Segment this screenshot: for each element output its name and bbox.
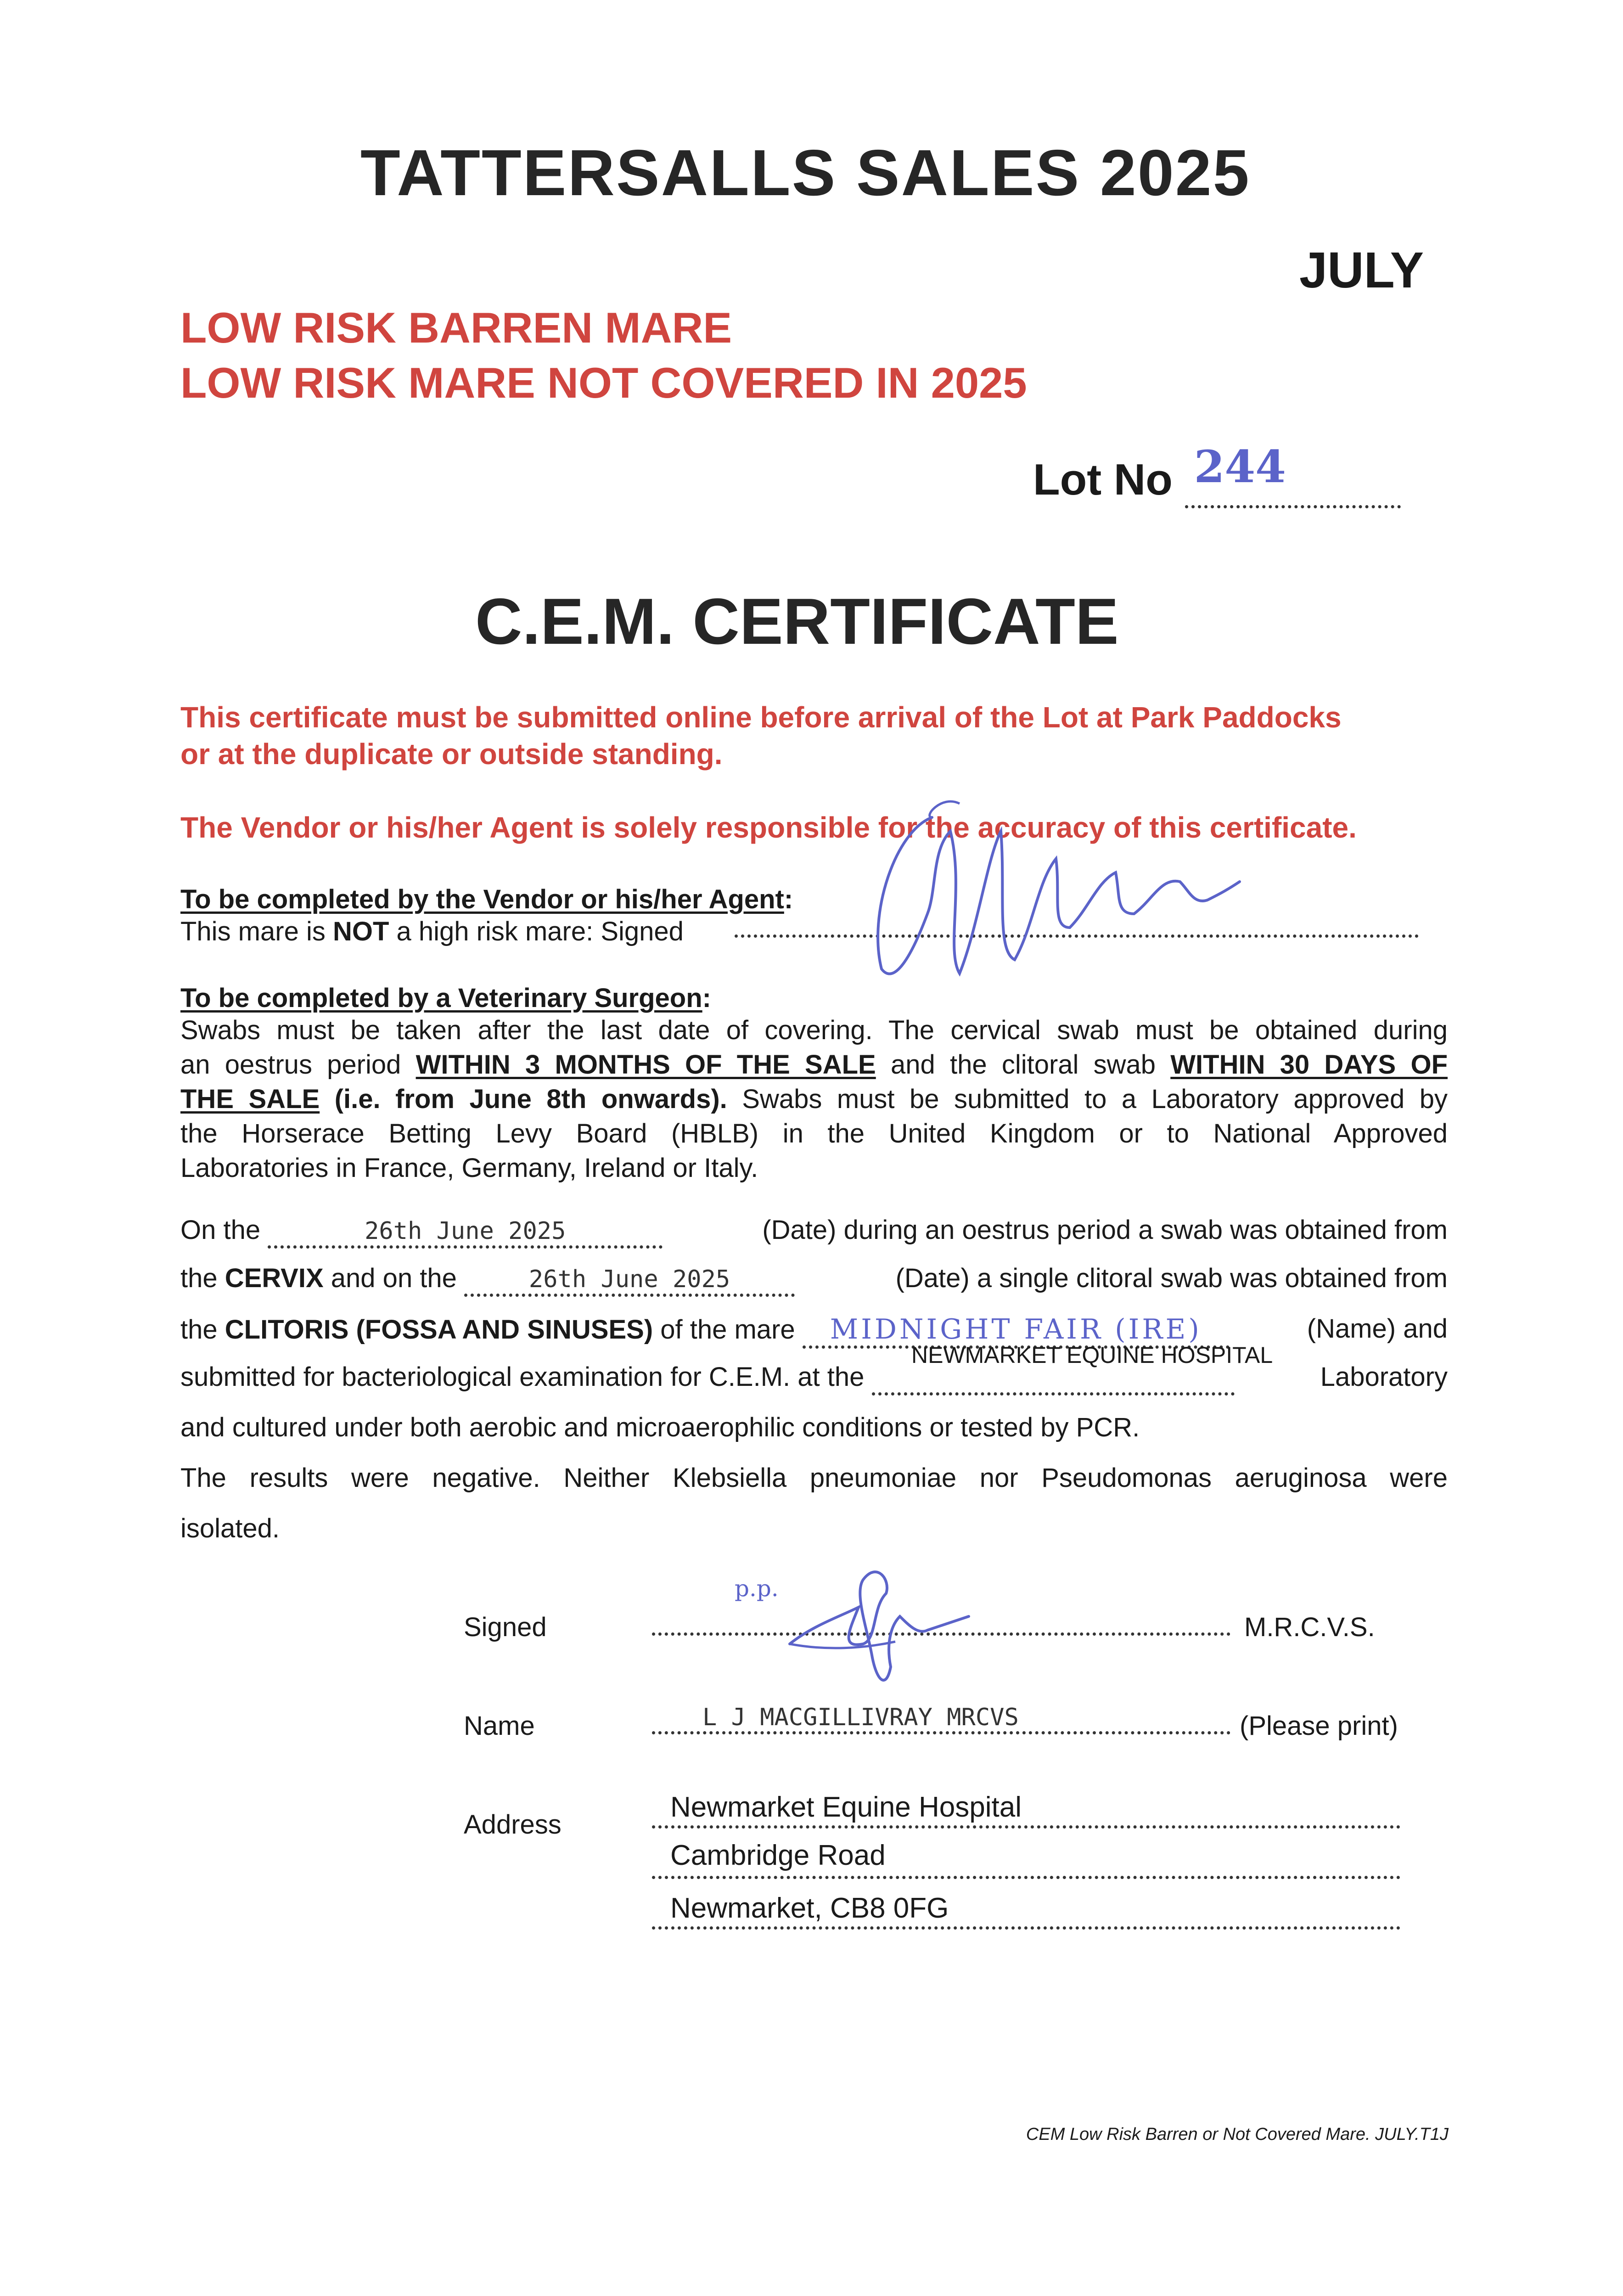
address-label: Address — [464, 1810, 562, 1840]
address-line-1-dots — [652, 1825, 1400, 1829]
please-print-note: (Please print) — [1240, 1711, 1398, 1741]
vet-signature-icon — [771, 1552, 973, 1694]
vet-section-heading: To be completed by a Veterinary Surgeon: — [180, 983, 711, 1013]
vendor-section-heading: To be completed by the Vendor or his/her Agent: — [180, 884, 793, 914]
laboratory-name-value: NEWMARKET EQUINE HOSPITAL — [911, 1342, 1273, 1368]
vendor-signature-icon — [840, 776, 1354, 992]
address-line-3: Newmarket, CB8 0FG — [670, 1892, 949, 1924]
vet-instructions-line-4: the Horserace Betting Levy Board (HBLB) in the United Kingdom or to National Approved — [180, 1119, 1448, 1148]
pp-mark: p.p. — [735, 1575, 779, 1602]
vet-name-line — [652, 1731, 1230, 1734]
notice-line-1: This certificate must be submitted online before arrival of the Lot at Park Paddocks — [180, 701, 1342, 734]
address-line-2: Cambridge Road — [670, 1840, 886, 1871]
category-line-1: LOW RISK BARREN MARE — [180, 304, 732, 352]
vet-instructions-line-2: an oestrus period WITHIN 3 MONTHS OF THE SALE and the clitoral swab WITHIN 30 DAYS OF — [180, 1050, 1448, 1080]
declaration-line-4: submitted for bacteriological examination for C.E.M. at the Laboratory — [180, 1362, 1448, 1396]
lot-number-field — [1033, 441, 1401, 508]
name-label: Name — [464, 1711, 535, 1741]
cervix-date-field — [268, 1215, 663, 1249]
lot-dotted-line — [1185, 441, 1401, 508]
lot-label: Lot No — [1033, 455, 1173, 504]
results-line: The results were negative. Neither Klebsiella pneumoniae nor Pseudomonas aeruginosa were — [180, 1463, 1448, 1493]
declaration-line-5: and cultured under both aerobic and microaerophilic conditions or tested by PCR. — [180, 1412, 1140, 1442]
vet-name-value: L J MACGILLIVRAY MRCVS — [702, 1704, 1019, 1731]
cervix-date-value: 26th June 2025 — [365, 1217, 566, 1245]
vet-instructions-line-1: Swabs must be taken after the last date of covering. The cervical swab must be obtained during — [180, 1015, 1448, 1045]
declaration-line-3: the CLITORIS (FOSSA AND SINUSES) of the mare MIDNIGHT FAIR (IRE) (Name) and — [180, 1313, 1448, 1349]
sale-month: JULY — [1299, 242, 1424, 298]
responsibility-notice: The Vendor or his/her Agent is solely responsible for the accuracy of this certificate. — [180, 811, 1357, 844]
declaration-line-1: On the 26th June 2025 (Date) during an oestrus period a swab was obtained from — [180, 1215, 1448, 1249]
vet-instructions-line-5: Laboratories in France, Germany, Ireland or Italy. — [180, 1153, 758, 1183]
address-line-2-dots — [652, 1876, 1400, 1879]
lot-number-value: 244 — [1194, 441, 1286, 493]
form-footer-reference: CEM Low Risk Barren or Not Covered Mare. JULY.T1J — [1026, 2125, 1449, 2144]
mare-name-value: MIDNIGHT FAIR (IRE) — [830, 1313, 1202, 1345]
category-line-2: LOW RISK MARE NOT COVERED IN 2025 — [180, 359, 1027, 407]
vet-instructions-line-3: THE SALE (i.e. from June 8th onwards). Swabs must be submitted to a Laboratory approved by — [180, 1084, 1448, 1114]
address-line-1: Newmarket Equine Hospital — [670, 1791, 1022, 1823]
mrcvs-suffix: M.R.C.V.S. — [1244, 1612, 1375, 1642]
certificate-title: C.E.M. CERTIFICATE — [475, 585, 1119, 658]
clitoral-date-value: 26th June 2025 — [528, 1266, 730, 1293]
signed-label: Signed — [464, 1612, 547, 1642]
laboratory-field — [872, 1362, 1235, 1396]
isolated-line: isolated. — [180, 1514, 280, 1543]
notice-line-2: or at the duplicate or outside standing. — [180, 737, 723, 771]
declaration-line-2: the CERVIX and on the 26th June 2025 (Date) a single clitoral swab was obtained from — [180, 1263, 1448, 1297]
address-line-3-dots — [652, 1926, 1400, 1930]
clitoral-date-field — [464, 1263, 795, 1297]
vendor-statement: This mare is NOT a high risk mare: Signed — [180, 917, 684, 946]
sale-title: TATTERSALLS SALES 2025 — [360, 136, 1251, 209]
